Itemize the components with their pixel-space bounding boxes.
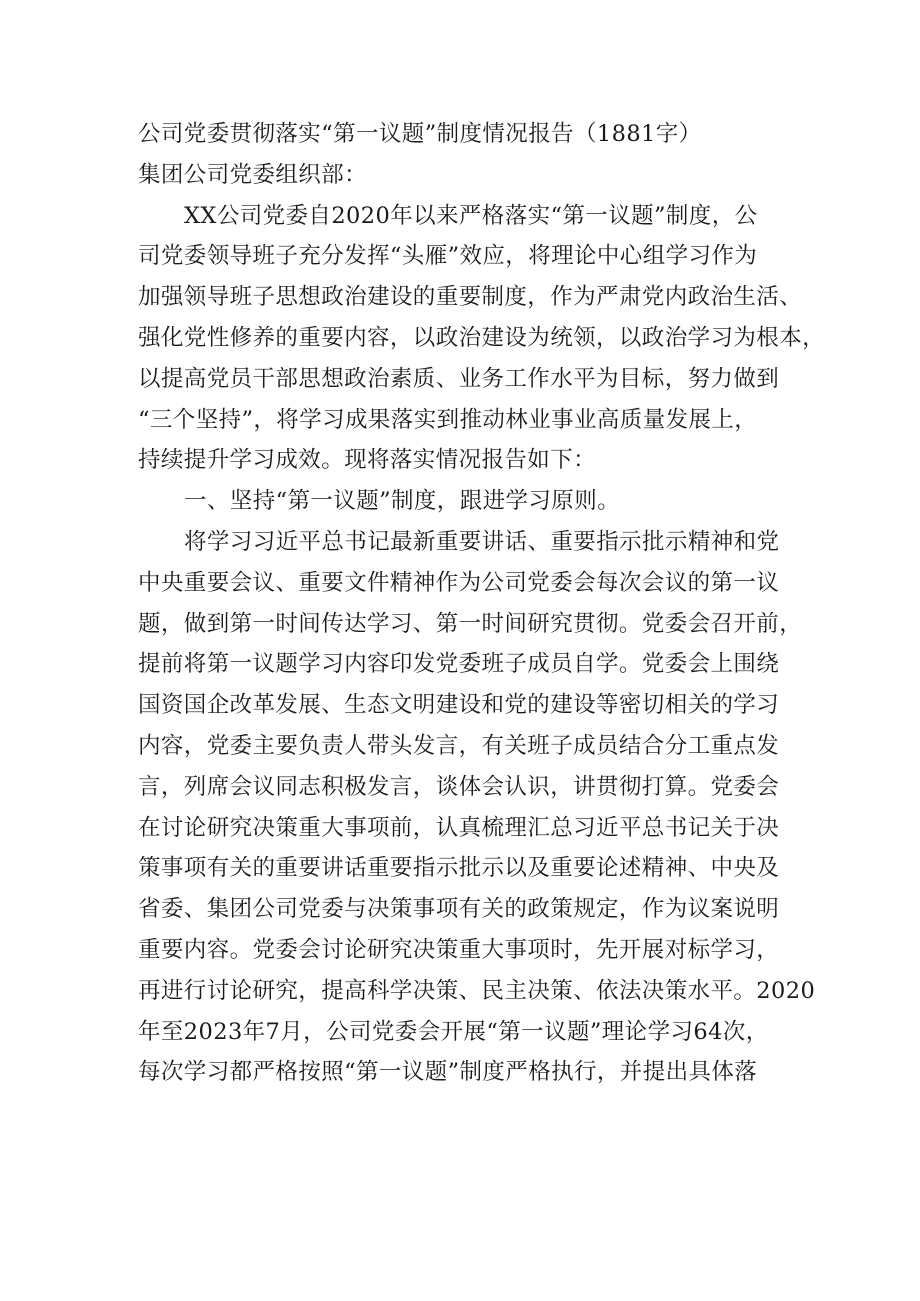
text-line: 强化党性修养的重要内容，以政治建设为统领，以政治学习为根本， <box>138 324 826 351</box>
text-line: 加强领导班子思想政治建设的重要制度，作为严肃党内政治生活、 <box>138 284 803 311</box>
text-line: 国资国企改革发展、生态文明建设和党的建设等密切相关的学习 <box>138 692 780 719</box>
text-line: 司党委领导班子充分发挥“头雁”效应，将理论中心组学习作为 <box>138 243 758 270</box>
paragraph-intro <box>138 196 826 482</box>
text-line: 以提高党员干部思想政治素质、业务工作水平为目标，努力做到 <box>138 365 780 392</box>
section-heading: 一、坚持“第一议题”制度，跟进学习原则。 <box>184 488 621 515</box>
text-line: 再进行讨论研究，提高科学决策、民主决策、依法决策水平。2020 <box>138 977 816 1004</box>
text-line: 言，列席会议同志积极发言，谈体会认识，讲贯彻打算。党委会 <box>138 773 780 800</box>
text-line: 提前将第一议题学习内容印发党委班子成员自学。党委会上围绕 <box>138 651 780 678</box>
text-line: 每次学习都严格按照“第一议题”制度严格执行，并提出具体落 <box>138 1059 758 1086</box>
text-line: 重要内容。党委会讨论研究决策重大事项时，先开展对标学习， <box>138 936 780 963</box>
paragraph-section-1 <box>138 522 816 1093</box>
text-line: 内容，党委主要负责人带头发言，有关班子成员结合分工重点发 <box>138 732 780 759</box>
text-line: 在讨论研究决策重大事项前，认真梳理汇总习近平总书记关于决 <box>138 814 780 841</box>
text-line: 持续提升学习成效。现将落实情况报告如下： <box>138 447 597 474</box>
section-heading-1 <box>138 481 798 522</box>
text-line: XX公司党委自2020年以来严格落实“第一议题”制度，公 <box>184 202 758 229</box>
document-title: 公司党委贯彻落实“第一议题”制度情况报告（1881字） <box>138 121 702 147</box>
document-body <box>138 114 826 1093</box>
text-line: 省委、集团公司党委与决策事项有关的政策规定，作为议案说明 <box>138 896 780 923</box>
text-line: 将学习习近平总书记最新重要讲话、重要指示批示精神和党 <box>184 528 780 555</box>
text-line: 题，做到第一时间传达学习、第一时间研究贯彻。党委会召开前， <box>138 610 803 637</box>
text-line: 策事项有关的重要讲话重要指示批示以及重要论述精神、中央及 <box>138 855 780 882</box>
text-line: 中央重要会议、重要文件精神作为公司党委会每次会议的第一议 <box>138 569 780 596</box>
text-line: “三个坚持”，将学习成果落实到推动林业事业高质量发展上， <box>138 406 758 433</box>
text-line: 年至2023年7月，公司党委会开展“第一议题”理论学习64次， <box>138 1018 769 1045</box>
recipient-line: 集团公司党委组织部： <box>138 161 368 188</box>
